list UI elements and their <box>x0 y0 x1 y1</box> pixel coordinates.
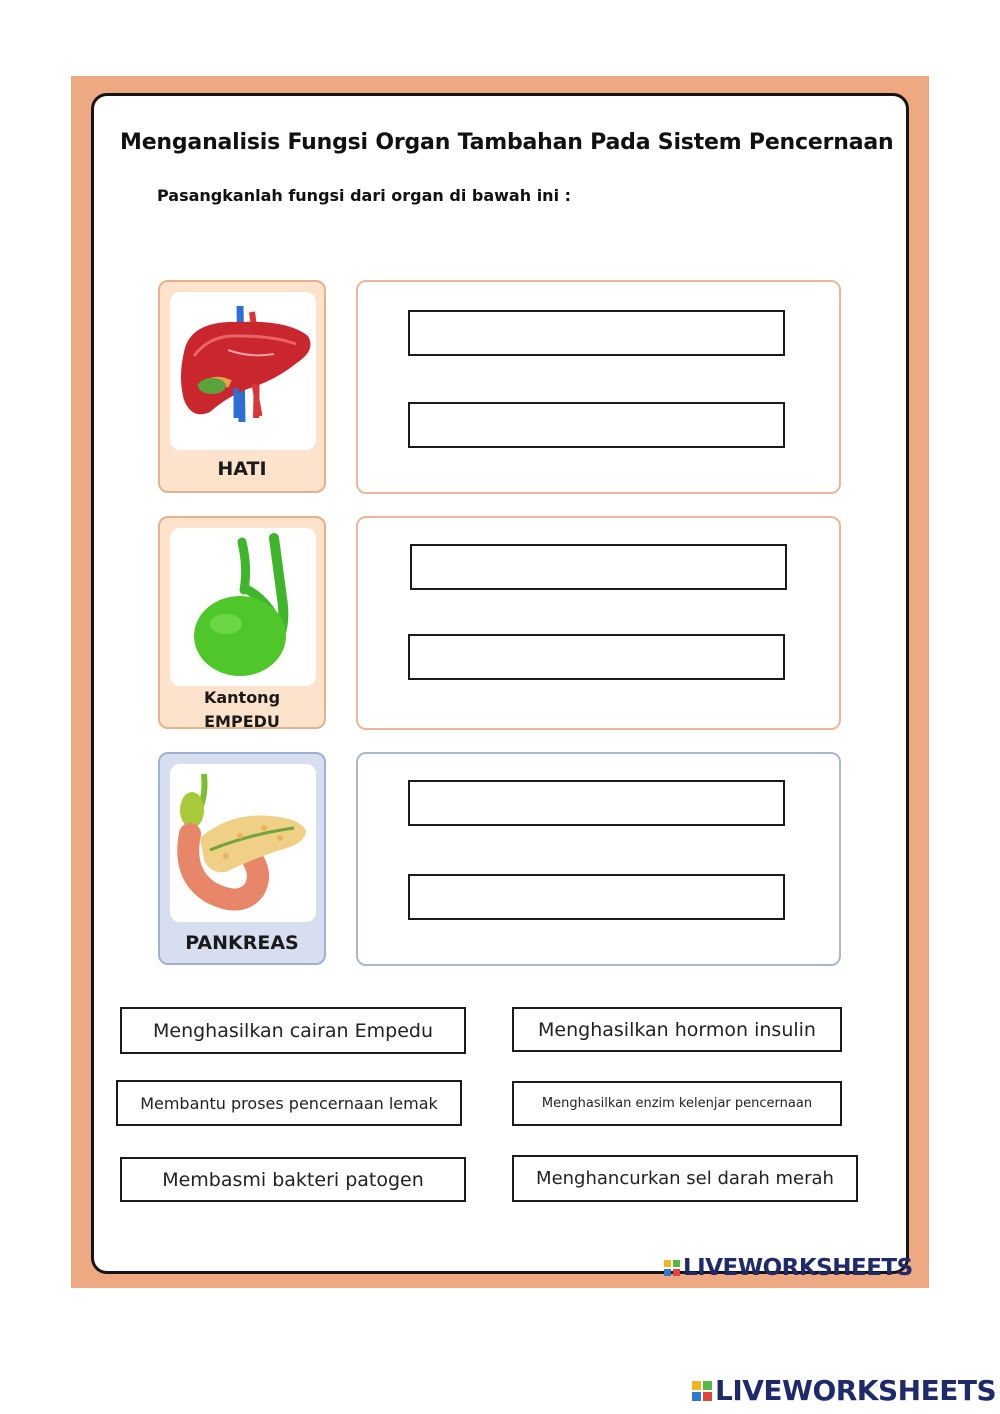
organ-name-empedu-line1: Kantong <box>203 688 281 707</box>
answer-slot-hati-1[interactable] <box>408 310 785 356</box>
organ-name-hati: HATI <box>217 458 267 480</box>
organ-card-pankreas <box>158 752 326 965</box>
option-cairan-empedu[interactable]: Menghasilkan cairan Empedu <box>120 1007 466 1054</box>
pancreas-illustration <box>170 764 316 922</box>
answer-slot-empedu-1[interactable] <box>410 544 787 590</box>
option-sel-darah-merah[interactable]: Menghancurkan sel darah merah <box>512 1155 858 1202</box>
liveworksheets-logo-icon <box>664 1260 680 1276</box>
liveworksheets-logo-icon <box>692 1381 712 1401</box>
worksheet-title: Menganalisis Fungsi Organ Tambahan Pada Sistem Pencernaan <box>120 130 894 155</box>
liveworksheets-watermark-text: LIVEWORKSHEETS <box>683 1255 913 1281</box>
answer-slot-pankreas-2[interactable] <box>408 874 785 920</box>
organ-name-empedu-line2: EMPEDU <box>204 712 280 731</box>
answer-slot-empedu-2[interactable] <box>408 634 785 680</box>
option-pencernaan-lemak[interactable]: Membantu proses pencernaan lemak <box>116 1080 462 1126</box>
liveworksheets-logo-text: LIVEWORKSHEETS <box>715 1374 997 1407</box>
option-enzim-pencernaan[interactable]: Menghasilkan enzim kelenjar pencernaan <box>512 1081 842 1126</box>
liveworksheets-watermark <box>664 1255 913 1281</box>
option-hormon-insulin[interactable]: Menghasilkan hormon insulin <box>512 1007 842 1052</box>
option-bakteri-patogen[interactable]: Membasmi bakteri patogen <box>120 1157 466 1202</box>
organ-name-empedu <box>160 686 324 734</box>
organ-name-pankreas: PANKREAS <box>185 932 299 954</box>
liver-illustration <box>170 292 316 450</box>
answer-slot-pankreas-1[interactable] <box>408 780 785 826</box>
organ-card-empedu <box>158 516 326 729</box>
worksheet-instruction: Pasangkanlah fungsi dari organ di bawah ini : <box>157 186 572 205</box>
answer-panel-empedu <box>356 516 841 730</box>
liveworksheets-logo[interactable] <box>692 1374 996 1407</box>
organ-card-hati <box>158 280 326 493</box>
answer-panel-pankreas <box>356 752 841 966</box>
gallbladder-illustration <box>170 528 316 686</box>
answer-slot-hati-2[interactable] <box>408 402 785 448</box>
answer-panel-hati <box>356 280 841 494</box>
